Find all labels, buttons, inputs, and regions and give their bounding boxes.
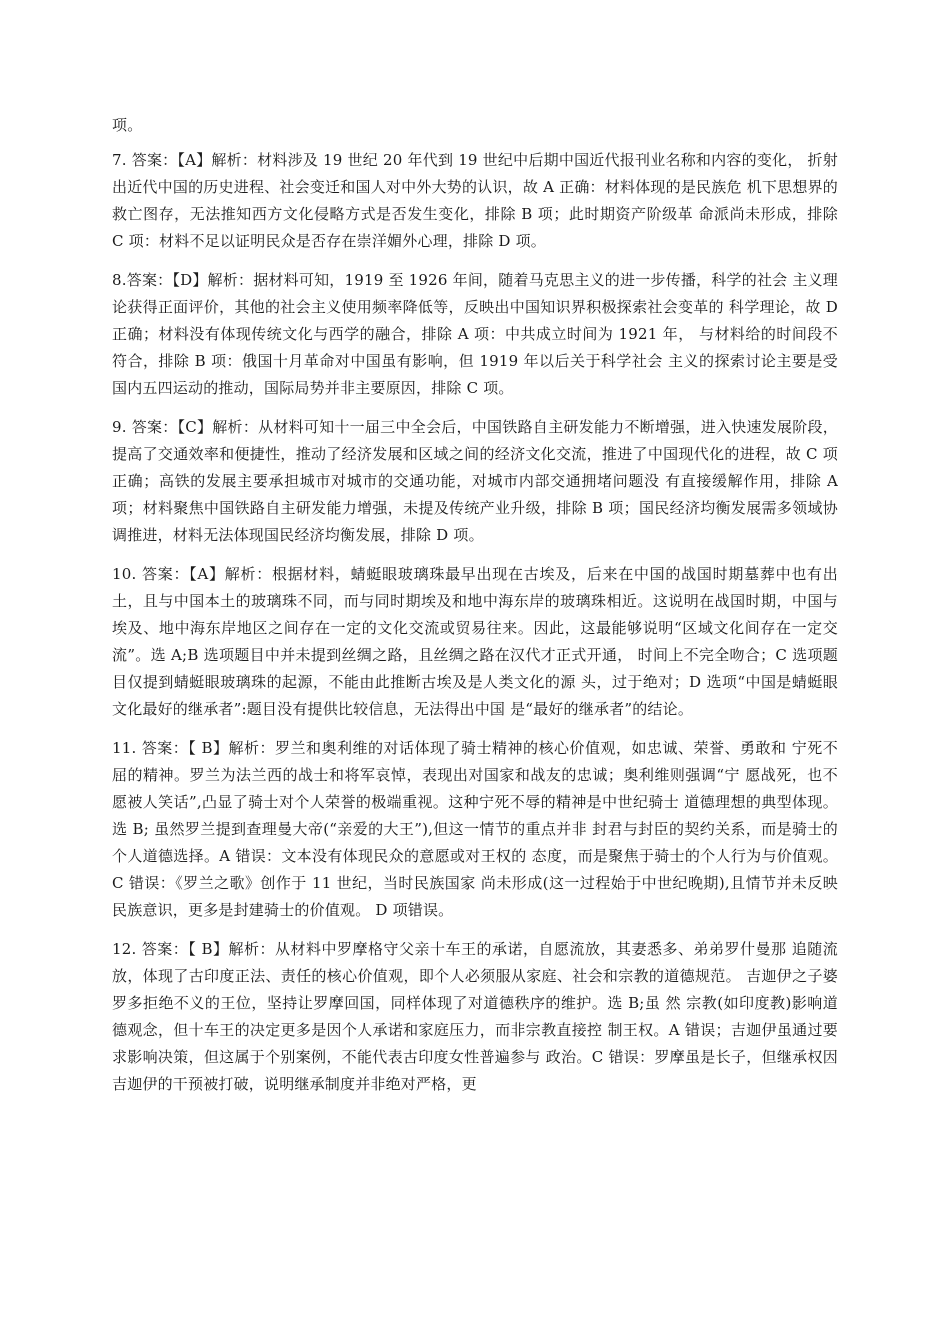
answer-10-explanation: 10. 答案：【A】解析：根据材料，蜻蜓眼玻璃珠最早出现在古埃及，后来在中国的战国时期墓葬中也有出土，且与中国本土的玻璃珠不同，而与同时期埃及和地中海东岸的玻璃珠相近。这说明在战国时期，中国与埃及、地中海东岸地区之间存在一定的文化交流或贸易往来。因此，这最能够说明“区域文化间存在一定交流”。选 A;B 选项题目中并未提到丝绸之路，且丝绸之路在汉代才正式开通， 时间上不完全吻合；C 选项题目仅提到蜻蜓眼玻璃珠的起源，不能由此推断古埃及是人类文化的源 头，过于绝对；D 选项“中国是蜻蜓眼文化最好的继承者”:题目没有提供比较信息，无法得出中国 是“最好的继承者”的结论。 [112, 565, 838, 718]
answer-8-explanation: 8.答案：【D】解析：据材料可知，1919 至 1926 年间，随着马克思主义的进一步传播，科学的社会 主义理论获得正面评价，其他的社会主义使用频率降低等，反映出中国知识界积极探索社会变革的 科学理论，故 D 正确；材料没有体现传统文化与西学的融合，排除 A 项：中共成立时间为 1921 年， 与材料给的时间段不符合，排除 B 项：俄国十月革命对中国虽有影响，但 1919 年以后关于科学社会 主义的探索讨论主要是受国内五四运动的推动，国际局势并非主要原因，排除 C 项。 [112, 271, 838, 397]
answer-9-explanation: 9. 答案：【C】解析：从材料可知十一届三中全会后，中国铁路自主研发能力不断增强，进入快速发展阶段，提高了交通效率和便捷性，推动了经济发展和区域之间的经济文化交流，推进了中国现代化的进程，故 C 项正确；高铁的发展主要承担城市对城市的交通功能，对城市内部交通拥堵问题没 有直接缓解作用，排除 A 项；材料聚焦中国铁路自主研发能力增强，未提及传统产业升级，排除 B 项；国民经济均衡发展需多领域协调推进，材料无法体现国民经济均衡发展，排除 D 项。 [112, 418, 838, 544]
answer-7-explanation: 7. 答案：【A】解析：材料涉及 19 世纪 20 年代到 19 世纪中后期中国近代报刊业名称和内容的变化， 折射出近代中国的历史进程、社会变迁和国人对中外大势的认识，故 A 正确：材料体现的是民族危 机下思想界的救亡图存，无法推知西方文化侵略方式是否发生变化，排除 B 项；此时期资产阶级革 命派尚未形成，排除 C 项：材料不足以证明民众是否存在崇洋媚外心理，排除 D 项。 [112, 151, 838, 250]
answer-11-explanation: 11. 答案：【 B】解析：罗兰和奥利维的对话体现了骑士精神的核心价值观，如忠诚、荣誉、勇敢和 宁死不屈的精神。罗兰为法兰西的战士和将军哀悼，表现出对国家和战友的忠诚；奥利维则强调“宁 愿战死，也不愿被人笑话”,凸显了骑士对个人荣誉的极端重视。这种宁死不辱的精神是中世纪骑士 道德理想的典型体现。选 B; 虽然罗兰提到查理曼大帝(“亲爱的大王”),但这一情节的重点并非 封君与封臣的契约关系，而是骑士的个人道德选择。A 错误：文本没有体现民众的意愿或对王权的 态度，而是聚焦于骑士的个人行为与价值观。C 错误：《罗兰之歌》创作于 11 世纪，当时民族国家 尚未形成(这一过程始于中世纪晚期),且情节并未反映民族意识，更多是封建骑士的价值观。 D 项错误。 [112, 739, 838, 919]
answer-explanations [112, 112, 838, 1110]
paragraph-continuation: 项。 [112, 116, 143, 134]
answer-12-explanation: 12. 答案：【 B】解析：从材料中罗摩格守父亲十车王的承诺，自愿流放，其妻悉多、弟弟罗什曼那 追随流放，体现了古印度正法、责任的核心价值观，即个人必须服从家庭、社会和宗教的道德规范。 吉迦伊之子婆罗多拒绝不义的王位，坚持让罗摩回国，同样体现了对道德秩序的维护。选 B;虽 然 宗教(如印度教)影响道德观念，但十车王的决定更多是因个人承诺和家庭压力，而非宗教直接控 制王权。A 错误；吉迦伊虽通过要求影响决策，但这属于个别案例，不能代表古印度女性普遍参与 政治。C 错误：罗摩虽是长子，但继承权因吉迦伊的干预被打破，说明继承制度并非绝对严格，更 [112, 940, 838, 1093]
